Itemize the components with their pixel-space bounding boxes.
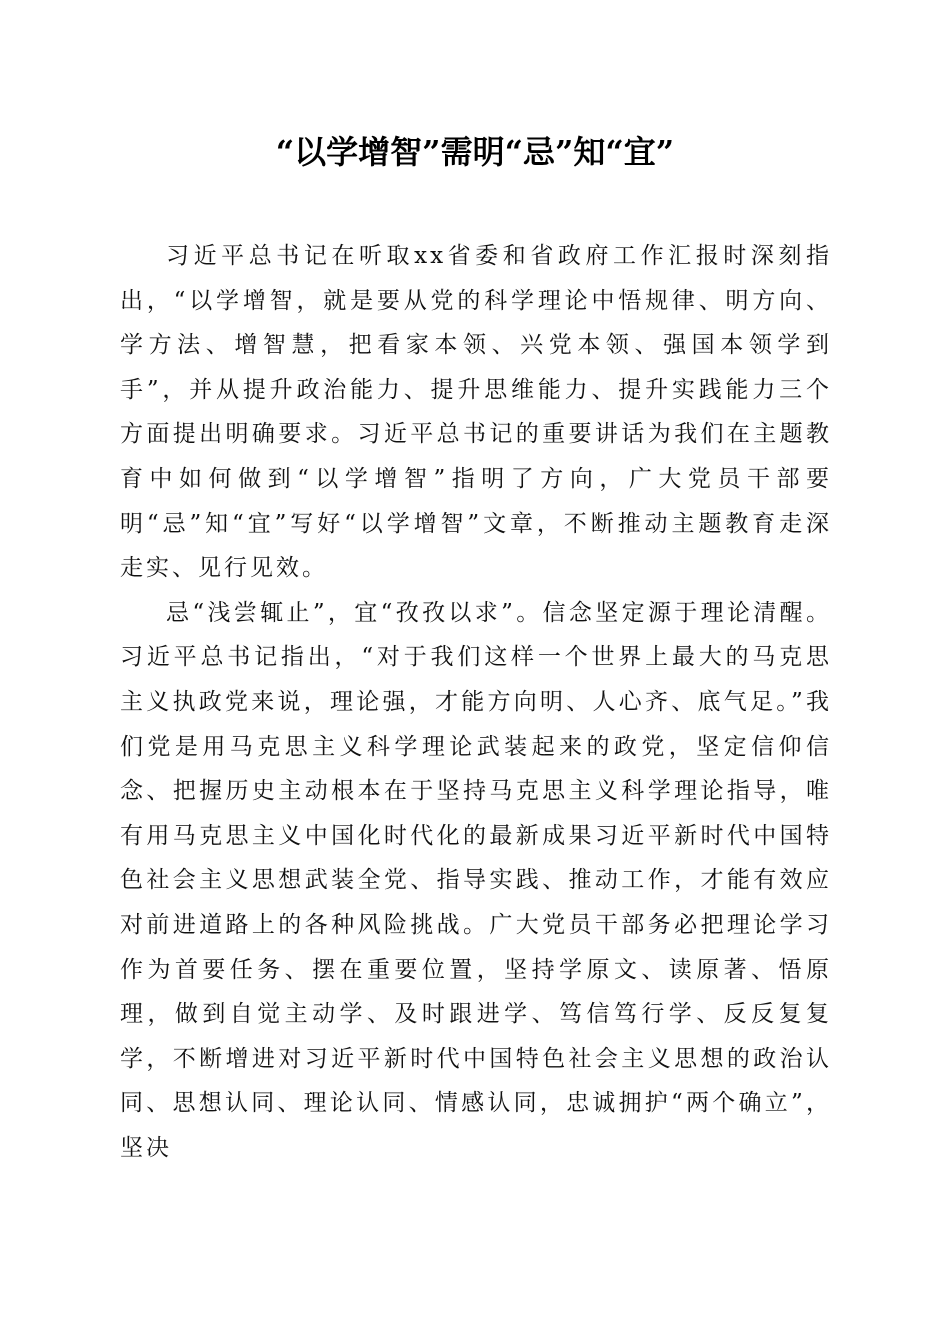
document-title: “以学增智”需明“忌”知“宜” (275, 133, 675, 171)
document-body (120, 234, 832, 1170)
paragraph-section-1: 忌“浅尝辄止”，宜“孜孜以求”。信念坚定源于理论清醒。习近平总书记指出，“对于我们这样一个世界上最大的马克思主义执政党来说，理论强，才能方向明、人心齐、底气足。”我们党是用马克思主义科学理论武装起来的政党，坚定信仰信念、把握历史主动根本在于坚持马克思主义科学理论指导，唯有用马克思主义中国化时代化的最新成果习近平新时代中国特色社会主义思想武装全党、指导实践、推动工作，才能有效应对前进道路上的各种风险挑战。广大党员干部务必把理论学习作为首要任务、摆在重要位置，坚持学原文、读原著、悟原理，做到自觉主动学、及时跟进学、笃信笃行学、反反复复学，不断增进对习近平新时代中国特色社会主义思想的政治认同、思想认同、理论认同、情感认同，忠诚拥护“两个确立”，坚决 (120, 599, 832, 1161)
paragraph-intro: 习近平总书记在听取xx省委和省政府工作汇报时深刻指出，“以学增智，就是要从党的科学理论中悟规律、明方向、学方法、增智慧，把看家本领、兴党本领、强国本领学到手”，并从提升政治能力、提升思维能力、提升实践能力三个方面提出明确要求。习近平总书记的重要讲话为我们在主题教育中如何做到“以学增智”指明了方向，广大党员干部要明“忌”知“宜”写好“以学增智”文章，不断推动主题教育走深走实、见行见效。 (120, 243, 832, 582)
